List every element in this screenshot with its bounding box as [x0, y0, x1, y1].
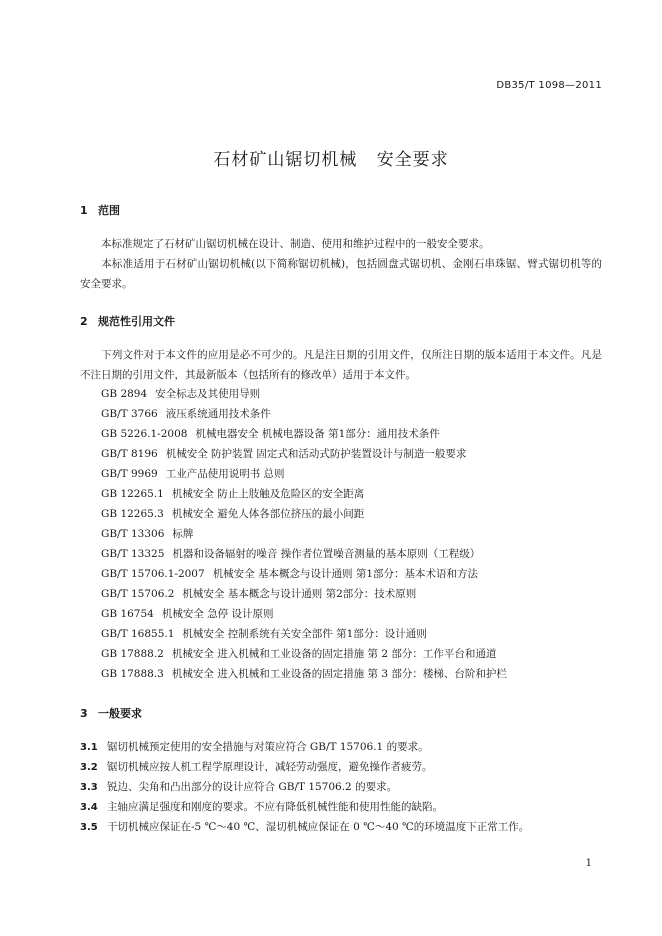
- section-title: 一般要求: [98, 707, 142, 720]
- reference-item: GB/T 13325 机器和设备辐射的噪音 操作者位置噪音测量的基本原则（工程级）: [101, 548, 481, 560]
- scope-paragraph-2: 本标准适用于石材矿山锯切机械(以下简称锯切机械)，包括圆盘式锯切机、金刚石串珠锯、臂式锯切机等的安全要求。: [80, 258, 602, 290]
- reference-list: [101, 384, 507, 684]
- section-number: 3: [80, 707, 88, 720]
- section-3-heading: [80, 705, 142, 721]
- clause-item: 3.4 主轴应满足强度和刚度的要求。不应有降低机械性能和使用性能的缺陷。: [80, 801, 443, 813]
- reference-item: GB/T 13306 标牌: [101, 528, 194, 540]
- document-title: 石材矿山锯切机械 安全要求: [213, 150, 449, 170]
- page-number: 1: [585, 858, 592, 869]
- reference-item: GB/T 8196 机械安全 防护装置 固定式和活动式防护装置设计与制造一般要求: [101, 448, 467, 460]
- reference-item: GB/T 15706.2 机械安全 基本概念与设计通则 第2部分：技术原则: [101, 588, 417, 600]
- section-2-heading: [80, 313, 175, 329]
- reference-item: GB/T 3766 液压系统通用技术条件: [101, 408, 271, 420]
- scope-paragraph-1: 本标准规定了石材矿山锯切机械在设计、制造、使用和维护过程中的一般安全要求。: [101, 238, 490, 250]
- section-number: 1: [80, 204, 88, 217]
- reference-item: GB 2894 安全标志及其使用导则: [101, 388, 261, 400]
- standard-code: DB35/T 1098—2011: [496, 80, 602, 91]
- clause-item: 3.5 干切机械应保证在-5 ℃～40 ℃、湿切机械应保证在 0 ℃～40 ℃的环境温度下正常工作。: [80, 821, 530, 833]
- reference-item: GB 12265.3 机械安全 避免人体各部位挤压的最小间距: [101, 508, 365, 520]
- section-title: 规范性引用文件: [98, 315, 175, 328]
- reference-item: GB 5226.1-2008 机械电器安全 机械电器设备 第1部分：通用技术条件: [101, 428, 440, 440]
- reference-item: GB/T 16855.1 机械安全 控制系统有关安全部件 第1部分：设计通则: [101, 628, 427, 640]
- section-1-heading: [80, 202, 120, 218]
- clause-list: [80, 737, 529, 837]
- references-intro: 下列文件对于本文件的应用是必不可少的。凡是注日期的引用文件，仅所注日期的版本适用于本文件。凡是不注日期的引用文件，其最新版本（包括所有的修改单）适用于本文件。: [80, 349, 602, 381]
- reference-item: GB/T 9969 工业产品使用说明书 总则: [101, 468, 285, 480]
- reference-item: GB 17888.2 机械安全 进入机械和工业设备的固定措施 第 2 部分：工作平台和通道: [101, 648, 497, 660]
- reference-item: GB 16754 机械安全 急停 设计原则: [101, 608, 274, 620]
- reference-item: GB/T 15706.1-2007 机械安全 基本概念与设计通则 第1部分：基本术语和方法: [101, 568, 479, 580]
- section-number: 2: [80, 315, 88, 328]
- reference-item: GB 17888.3 机械安全 进入机械和工业设备的固定措施 第 3 部分：楼梯、台阶和护栏: [101, 668, 507, 680]
- section-title: 范围: [98, 204, 120, 217]
- clause-item: 3.1 锯切机械预定使用的安全措施与对策应符合 GB/T 15706.1 的要求。: [80, 741, 429, 753]
- reference-item: GB 12265.1 机械安全 防止上肢触及危险区的安全距离: [101, 488, 365, 500]
- clause-item: 3.3 锐边、尖角和凸出部分的设计应符合 GB/T 15706.2 的要求。: [80, 781, 398, 793]
- clause-item: 3.2 锯切机械应按人机工程学原理设计，减轻劳动强度，避免操作者疲劳。: [80, 761, 433, 773]
